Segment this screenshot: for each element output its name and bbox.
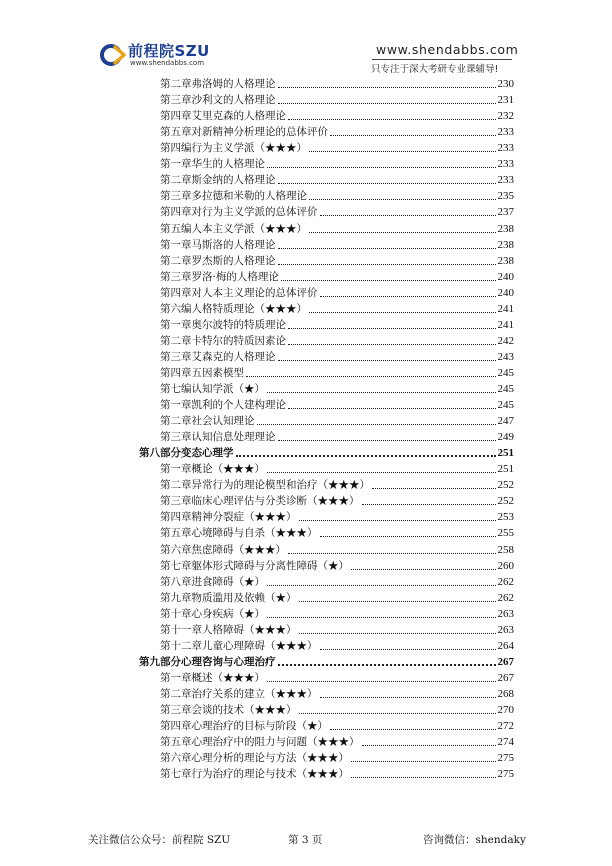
- toc-entry[interactable]: [160, 284, 514, 300]
- toc-entry[interactable]: [160, 316, 514, 332]
- toc-entry-page: 233: [497, 142, 514, 155]
- toc-leader-dots: [320, 215, 496, 216]
- toc-entry[interactable]: [160, 492, 514, 508]
- toc-entry-page: 251: [497, 447, 514, 460]
- toc-leader-dots: [299, 713, 496, 714]
- toc-entry-page: 238: [497, 222, 514, 235]
- toc-entry-page: 241: [497, 302, 514, 315]
- toc-entry[interactable]: [160, 524, 514, 540]
- toc-leader-dots: [267, 472, 496, 473]
- toc-entry[interactable]: [160, 91, 514, 107]
- toc-entry-title: 第四编行为主义学派（★★★）: [160, 142, 307, 155]
- toc-entry-title: 第十章心身疾病（★）: [160, 607, 265, 620]
- toc-leader-dots: [299, 601, 496, 602]
- toc-leader-dots: [309, 151, 496, 152]
- toc-leader-dots: [278, 103, 496, 104]
- toc-leader-dots: [288, 408, 496, 409]
- page-header: [0, 0, 612, 80]
- toc-entry[interactable]: [160, 412, 514, 428]
- toc-entry[interactable]: [160, 637, 514, 653]
- toc-entry[interactable]: [160, 605, 514, 621]
- toc-entry-title: 第八章进食障碍（★）: [160, 575, 265, 588]
- toc-leader-dots: [278, 87, 496, 88]
- toc-entry-title: 第三章临床心理评估与分类诊断（★★★）: [160, 495, 360, 508]
- toc-entry-title: 第四章心理治疗的目标与阶段（★）: [160, 720, 328, 732]
- toc-entry-title: 第七章躯体形式障碍与分离性障碍（★）: [160, 559, 349, 572]
- toc-leader-dots: [362, 504, 496, 505]
- logo-title: 前程院SZU: [128, 42, 210, 60]
- toc-leader-dots: [281, 280, 496, 281]
- toc-entry-title: 第一章概述（★★★）: [160, 671, 265, 684]
- toc-leader-dots: [309, 232, 496, 233]
- toc-entry[interactable]: [160, 396, 514, 412]
- toc-entry[interactable]: [160, 268, 514, 284]
- toc-leader-dots: [288, 344, 496, 345]
- toc-entry-page: 251: [497, 463, 514, 476]
- toc-entry-page: 247: [497, 415, 514, 428]
- toc-entry[interactable]: [160, 348, 514, 364]
- toc-entry-title: 第三章罗洛·梅的人格理论: [160, 270, 279, 283]
- toc-entry-title: 第四章对行为主义学派的总体评价: [160, 206, 318, 219]
- toc-entry-page: 243: [497, 350, 514, 363]
- toc-entry-title: 第九章物质滥用及依赖（★）: [160, 591, 297, 604]
- toc-leader-dots: [267, 681, 496, 682]
- toc-entry-page: 262: [497, 575, 514, 588]
- toc-entry-page: 274: [497, 736, 514, 749]
- toc-leader-dots: [267, 167, 496, 168]
- toc-entry[interactable]: [160, 155, 514, 171]
- toc-entry[interactable]: [160, 171, 514, 187]
- toc-entry-page: 245: [497, 399, 514, 411]
- toc-entry[interactable]: [160, 203, 514, 219]
- toc-entry-page: 275: [497, 768, 514, 781]
- toc-leader-dots: [278, 440, 496, 441]
- toc-entry-title: 第一章概论（★★★）: [160, 463, 265, 476]
- toc-entry-page: 245: [497, 382, 514, 395]
- toc-entry[interactable]: [160, 460, 514, 476]
- toc-entry-title: 第四章对人本主义理论的总体评价: [160, 286, 318, 299]
- toc-entry[interactable]: [160, 541, 514, 557]
- toc-entry-page: 232: [497, 110, 514, 123]
- toc-entry-page: 240: [497, 270, 514, 283]
- toc-entry-page: 263: [497, 623, 514, 636]
- toc-leader-dots: [351, 761, 496, 762]
- toc-leader-dots: [372, 488, 496, 489]
- toc-entry-title: 第二章卡特尔的特质因素论: [160, 334, 286, 347]
- toc-entry[interactable]: [160, 187, 514, 203]
- toc-leader-dots: [351, 569, 496, 570]
- toc-entry[interactable]: [160, 300, 514, 316]
- toc-entry-title: 第四章五因素模型: [160, 366, 244, 379]
- toc-entry-page: 245: [497, 366, 514, 379]
- toc-entry-title: 第五章对新精神分析理论的总体评价: [160, 126, 328, 139]
- toc-leader-dots: [351, 777, 496, 778]
- toc-entry-page: 267: [497, 655, 514, 668]
- toc-entry[interactable]: [160, 685, 514, 701]
- toc-entry[interactable]: [160, 75, 514, 91]
- toc-entry-page: 262: [497, 591, 514, 604]
- toc-entry[interactable]: [160, 428, 514, 444]
- toc-leader-dots: [267, 585, 496, 586]
- toc-entry-page: 258: [497, 543, 514, 556]
- toc-entry-title: 第十二章儿童心理障碍（★★★）: [160, 639, 318, 652]
- toc-entry-title: 第五编人本主义学派（★★★）: [160, 222, 307, 235]
- footer-wechat-account: 关注微信公众号：前程院 SZU: [88, 834, 231, 846]
- slogan: 只专注于深大考研专业课辅导!: [371, 64, 499, 75]
- toc-entry[interactable]: [160, 332, 514, 348]
- toc-entry-page: 252: [497, 479, 514, 492]
- toc-leader-dots: [246, 376, 496, 377]
- toc-leader-dots: [330, 135, 496, 136]
- toc-leader-dots: [320, 536, 496, 537]
- toc-entry-title: 第三章会谈的技术（★★★）: [160, 704, 297, 716]
- toc-leader-dots: [309, 199, 496, 200]
- toc-entry-title: 第一章华生的人格理论: [160, 158, 265, 171]
- toc-entry-title: 第六编人格特质理论（★★★）: [160, 302, 307, 315]
- toc-leader-dots: [288, 553, 496, 554]
- toc-entry-title: 第六章焦虑障碍（★★★）: [160, 543, 286, 556]
- toc-entry-page: 231: [497, 94, 514, 106]
- toc-entry[interactable]: [160, 621, 514, 637]
- toc-entry-title: 第二章斯金纳的人格理论: [160, 174, 276, 187]
- toc-entry-page: 233: [497, 126, 514, 139]
- toc-entry-title: 第九部分心理咨询与心理治疗: [139, 655, 276, 668]
- site-url[interactable]: www.shendabbs.com: [376, 42, 519, 57]
- toc-leader-dots: [278, 664, 496, 666]
- toc-entry-title: 第八部分变态心理学: [139, 447, 234, 460]
- toc-entry-title: 第四章艾里克森的人格理论: [160, 110, 286, 123]
- footer-contact: 咨询微信：shendaky: [423, 834, 526, 846]
- page-number: 第 3 页: [288, 834, 323, 846]
- toc-leader-dots: [288, 119, 496, 120]
- toc-entry-title: 第一章凯利的个人建构理论: [160, 399, 286, 411]
- toc-entry-page: 233: [497, 158, 514, 171]
- toc-leader-dots: [257, 424, 496, 425]
- toc-entry-page: 235: [497, 190, 514, 203]
- toc-entry[interactable]: [160, 589, 514, 605]
- toc-leader-dots: [288, 328, 496, 329]
- toc-entry-page: 255: [497, 527, 514, 540]
- toc-entry[interactable]: [160, 765, 514, 781]
- toc-entry-title: 第二章异常行为的理论模型和治疗（★★★）: [160, 479, 370, 492]
- toc-entry[interactable]: [160, 364, 514, 380]
- toc-entry[interactable]: [160, 573, 514, 589]
- toc-entry-title: 第七编认知学派（★）: [160, 382, 265, 395]
- toc-entry-title: 第三章沙利文的人格理论: [160, 94, 276, 106]
- toc-entry-page: 260: [497, 559, 514, 572]
- toc-entry-page: 241: [497, 318, 514, 331]
- toc-entry[interactable]: [160, 252, 514, 268]
- toc-entry-title: 第四章精神分裂症（★★★）: [160, 511, 297, 524]
- toc-leader-dots: [278, 183, 496, 184]
- logo-url: www.shendabbs.com: [130, 59, 205, 67]
- toc-entry[interactable]: [160, 749, 514, 765]
- toc-entry-page: 253: [497, 511, 514, 524]
- toc-entry[interactable]: [160, 123, 514, 139]
- toc-entry-title: 第三章认知信息处理理论: [160, 431, 276, 444]
- toc-entry-page: 275: [497, 752, 514, 765]
- header-divider: [372, 59, 512, 60]
- toc-entry[interactable]: [160, 236, 514, 252]
- toc-entry-title: 第五章心境障碍与自杀（★★★）: [160, 527, 318, 540]
- toc-entry[interactable]: [160, 380, 514, 396]
- toc-leader-dots: [278, 248, 496, 249]
- toc-entry-page: 268: [497, 687, 514, 700]
- toc-entry-title: 第十一章人格障碍（★★★）: [160, 623, 297, 636]
- toc-entry-title: 第二章治疗关系的建立（★★★）: [160, 687, 318, 700]
- toc-entry[interactable]: [160, 701, 514, 717]
- brand-logo: [100, 40, 230, 74]
- toc-leader-dots: [299, 520, 496, 521]
- toc-entry[interactable]: [160, 476, 514, 492]
- toc-entry[interactable]: [160, 733, 514, 749]
- toc-entry-page: 240: [497, 286, 514, 299]
- toc-entry-title: 第五章心理治疗中的阻力与问题（★★★）: [160, 736, 360, 749]
- toc-entry-page: 237: [497, 206, 514, 219]
- toc-entry-page: 249: [497, 431, 514, 444]
- toc-entry-page: 242: [497, 334, 514, 347]
- toc-leader-dots: [236, 455, 496, 457]
- toc-entry-page: 238: [497, 238, 514, 251]
- toc-leader-dots: [362, 745, 496, 746]
- toc-entry-page: 233: [497, 174, 514, 187]
- toc-leader-dots: [299, 633, 496, 634]
- toc-leader-dots: [320, 649, 496, 650]
- toc-entry-page: 264: [497, 639, 514, 652]
- toc-entry-title: 第二章弗洛姆的人格理论: [160, 78, 276, 90]
- toc-entry-title: 第一章马斯洛的人格理论: [160, 238, 276, 251]
- toc-leader-dots: [278, 264, 496, 265]
- toc-leader-dots: [309, 312, 496, 313]
- toc-part-entry[interactable]: [139, 444, 514, 460]
- toc-leader-dots: [330, 729, 496, 730]
- toc-entry[interactable]: [160, 557, 514, 573]
- toc-part-entry[interactable]: [139, 653, 514, 669]
- toc-entry-page: 270: [497, 704, 514, 716]
- page-footer: [0, 832, 612, 852]
- toc-entry-page: 252: [497, 495, 514, 508]
- toc-entry-page: 238: [497, 254, 514, 267]
- toc-entry-title: 第三章艾森克的人格理论: [160, 350, 276, 363]
- toc-entry-page: 263: [497, 607, 514, 620]
- toc-entry[interactable]: [160, 139, 514, 155]
- toc-leader-dots: [267, 392, 496, 393]
- toc-entry-title: 第六章心理分析的理论与方法（★★★）: [160, 752, 349, 765]
- toc-leader-dots: [320, 296, 496, 297]
- toc-entry[interactable]: [160, 508, 514, 524]
- toc-entry-page: 230: [497, 78, 514, 90]
- toc-leader-dots: [267, 617, 496, 618]
- toc-entry-page: 267: [497, 671, 514, 684]
- toc-entry[interactable]: [160, 107, 514, 123]
- toc-entry-title: 第三章多拉德和米勒的人格理论: [160, 190, 307, 203]
- toc-entry[interactable]: [160, 717, 514, 733]
- toc-entry-title: 第七章行为治疗的理论与技术（★★★）: [160, 768, 349, 781]
- toc-entry-title: 第一章奥尔波特的特质理论: [160, 318, 286, 331]
- toc-entry-title: 第二章罗杰斯的人格理论: [160, 254, 276, 267]
- toc-leader-dots: [320, 697, 496, 698]
- toc-entry-title: 第二章社会认知理论: [160, 415, 255, 428]
- toc-entry-page: 272: [497, 720, 514, 732]
- toc-entry[interactable]: [160, 220, 514, 236]
- toc-leader-dots: [278, 360, 496, 361]
- toc-entry[interactable]: [160, 669, 514, 685]
- logo-mark-icon: [100, 42, 126, 68]
